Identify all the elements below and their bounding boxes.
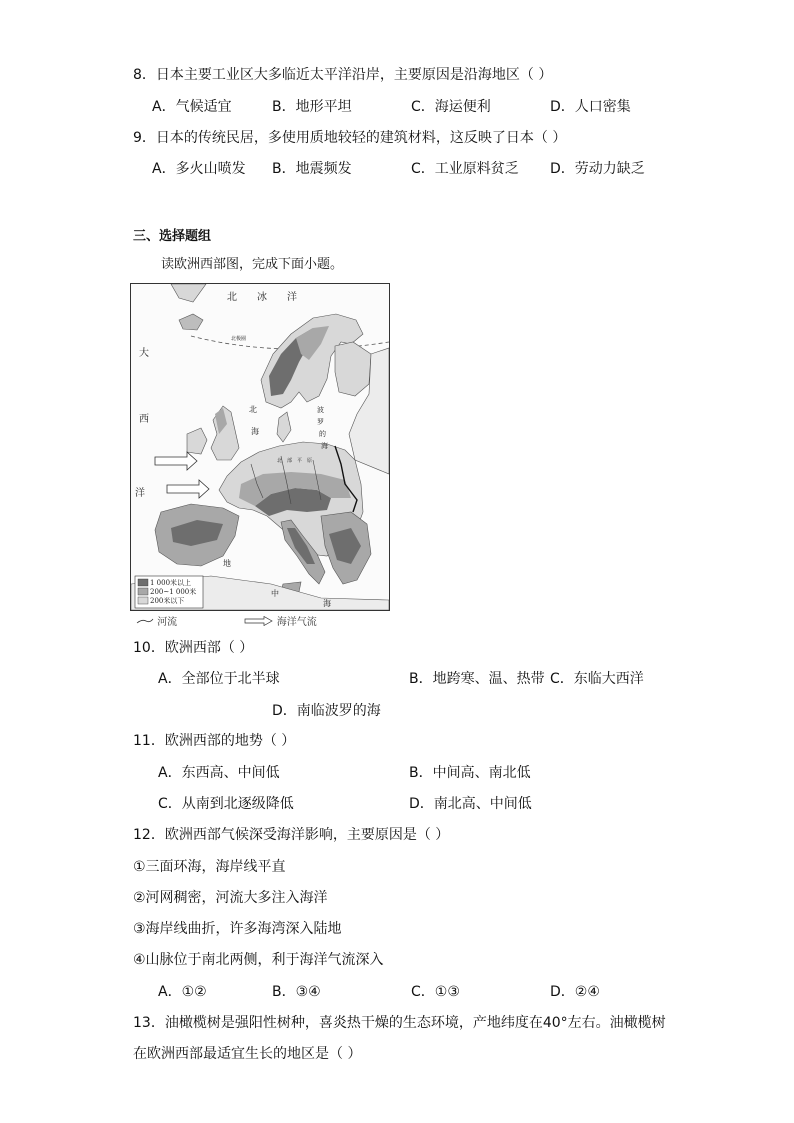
question-10-option-a: A．全部位于北半球 (158, 671, 280, 687)
question-8-stem: 8．日本主要工业区大多临近太平洋沿岸，主要原因是沿海地区（ ） (133, 67, 553, 83)
section-title: 三、选择题组 (133, 229, 212, 244)
map-figure (131, 284, 389, 610)
legend-swatch-low (138, 597, 148, 604)
label-baltic-4: 海 (321, 442, 328, 450)
question-12-option-a: A．①② (158, 984, 207, 1000)
question-12-item-2: ②河网稠密，河流大多注入海洋 (133, 890, 328, 906)
label-arctic-circle: 北极圈 (231, 336, 247, 342)
label-arctic-3: 洋 (287, 292, 297, 303)
question-13-stem-line-1: 13．油橄榄树是强阳性树种，喜炎热干燥的生态环境，产地纬度在40°左右。油橄榄树 (133, 1015, 666, 1031)
question-10-option-c: C．东临大西洋 (550, 671, 644, 687)
question-12-item-1: ①三面环海，海岸线平直 (133, 859, 286, 875)
question-12-option-b: B．③④ (272, 984, 321, 1000)
question-12-item-3: ③海岸线曲折，许多海湾深入陆地 (133, 921, 342, 937)
label-north-sea-1: 北 (249, 405, 257, 414)
label-plain-2: 部 (287, 458, 293, 464)
label-atlantic-3: 洋 (135, 488, 145, 499)
label-baltic-3: 的 (319, 430, 326, 438)
label-plain-4: 原 (307, 458, 313, 464)
question-8-option-a: A．气候适宜 (152, 99, 232, 115)
question-9-stem: 9．日本的传统民居，多使用质地较轻的建筑材料，这反映了日本（ ） (133, 130, 567, 146)
river-legend-label: 河流 (157, 617, 178, 628)
question-9-option-d: D．劳动力缺乏 (550, 161, 645, 177)
current-arrow-icon (244, 616, 274, 629)
question-10-option-b: B．地跨寒、温、热带 (409, 671, 545, 687)
label-med-1: 地 (223, 559, 231, 568)
question-9-option-c: C．工业原料贫乏 (411, 161, 519, 177)
question-10-stem: 10．欧洲西部（ ） (133, 640, 254, 656)
label-med-3: 海 (323, 599, 331, 608)
question-9-option-b: B．地震频发 (272, 161, 352, 177)
question-9-option-a: A．多火山喷发 (152, 161, 246, 177)
western-europe-map (130, 283, 390, 611)
question-8-option-b: B．地形平坦 (272, 99, 352, 115)
label-arctic-1: 北 (227, 292, 237, 303)
legend-label-low: 200米以下 (150, 597, 185, 605)
label-arctic-2: 冰 (257, 292, 267, 303)
question-13-stem-line-2: 在欧洲西部最适宜生长的地区是（ ） (133, 1046, 362, 1062)
label-baltic-1: 波 (317, 406, 324, 414)
question-12-option-d: D．②④ (550, 984, 600, 1000)
map-legend (135, 576, 203, 608)
question-11-option-b: B．中间高、南北低 (409, 765, 531, 781)
question-8-option-d: D．人口密集 (550, 99, 631, 115)
label-med-2: 中 (271, 589, 279, 598)
legend-label-high: 1 000米以上 (150, 579, 192, 587)
legend-swatch-high (138, 579, 148, 586)
current-legend-label: 海洋气流 (276, 617, 317, 628)
legend-label-mid: 200~1 000米 (150, 588, 197, 596)
question-11-stem: 11．欧洲西部的地势（ ） (133, 733, 296, 749)
question-12-item-4: ④山脉位于南北两侧，利于海洋气流深入 (133, 952, 384, 968)
question-10-option-d: D．南临波罗的海 (272, 703, 381, 719)
label-baltic-2: 罗 (317, 418, 324, 426)
river-icon (136, 617, 154, 628)
label-plain-1: 北 (277, 458, 283, 464)
question-8-option-c: C．海运便利 (411, 99, 491, 115)
section-intro: 读欧洲西部图，完成下面小题。 (161, 257, 344, 272)
label-north-sea-2: 海 (251, 427, 259, 436)
map-bottom-legend (136, 613, 317, 629)
label-atlantic-1: 大 (139, 348, 149, 359)
question-11-option-a: A．东西高、中间低 (158, 765, 280, 781)
legend-swatch-mid (138, 588, 148, 595)
question-11-option-c: C．从南到北逐级降低 (158, 796, 294, 812)
label-plain-3: 平 (297, 458, 303, 464)
question-12-option-c: C．①③ (411, 984, 460, 1000)
label-atlantic-2: 西 (139, 414, 149, 425)
question-12-stem: 12．欧洲西部气候深受海洋影响，主要原因是（ ） (133, 827, 450, 843)
question-11-option-d: D．南北高、中间低 (409, 796, 532, 812)
